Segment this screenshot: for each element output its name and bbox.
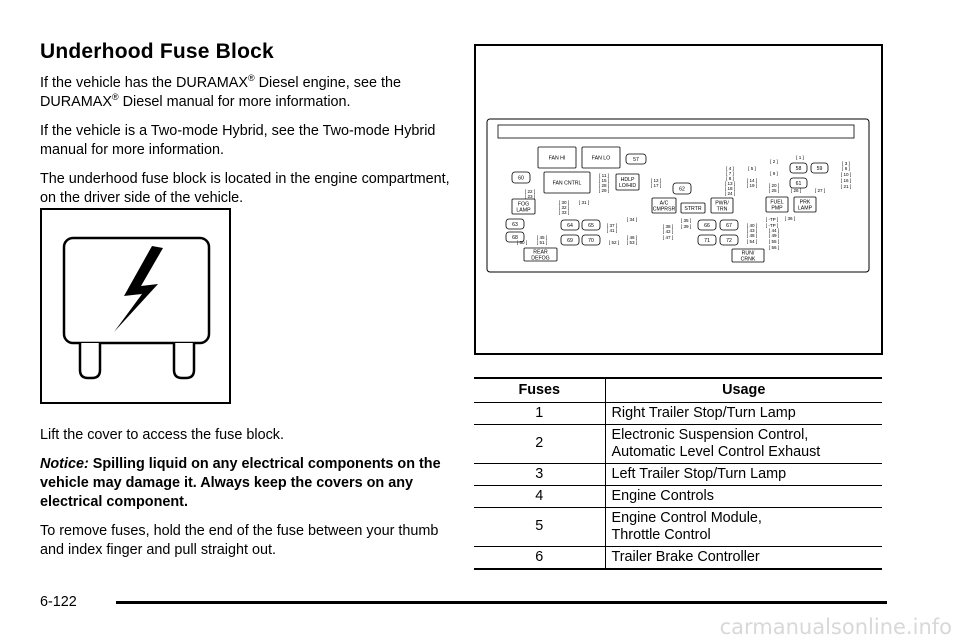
duramax-text-c: Diesel manual for more information. — [118, 94, 351, 110]
fuse-f22: [ 22 ] — [524, 189, 536, 194]
fuse-f49: [ 49 ] — [768, 233, 780, 238]
relay-label-r67: 67 — [726, 222, 732, 229]
fuse-number-cell: 2 — [474, 424, 605, 463]
fuse-f14: [ 14 ] — [746, 178, 758, 183]
fuse-f21: [ 21 ] — [840, 184, 852, 189]
fuse-f15: [ 15 ] — [598, 178, 610, 183]
relay-label-r57: 57 — [633, 156, 639, 163]
page-title: Underhood Fuse Block — [40, 40, 274, 63]
relay-label-r70: 70 — [588, 237, 594, 244]
fuse-usage-cell: Trailer Brake Controller — [605, 546, 882, 569]
fuse-f54: [ 54 ] — [746, 239, 758, 244]
relay-label-fog_lamp: FOG — [517, 201, 530, 208]
fuse-icon — [42, 210, 229, 402]
fuse-f48: [ 48 ] — [746, 233, 758, 238]
fuse-f36: [ 36 ] — [784, 216, 796, 221]
fuse-f29: [ 29 ] — [598, 188, 610, 193]
fuse-f42: [ 42 ] — [662, 229, 674, 234]
remove-fuses-paragraph: To remove fuses, hold the end of the fuse between your thumb and index finger and pull straight out. — [40, 523, 439, 558]
fuse-block-svg — [476, 46, 881, 353]
table-body — [474, 402, 882, 569]
fuse-f20: [ 20 ] — [768, 183, 780, 188]
fuse-f5: [ 5 ] — [748, 166, 756, 171]
fuse-f24: [ 24 ] — [724, 191, 736, 196]
table-row — [474, 402, 882, 424]
relay-label-r66: 66 — [704, 222, 710, 229]
relay-label-strtr: STRTR — [684, 205, 702, 212]
relay-label-rear_defog: DEFOG — [531, 255, 550, 262]
fuse-right-prong — [174, 343, 194, 378]
fuse-f34: [ 34 ] — [626, 217, 638, 222]
fuse-f52: [ 52 ] — [608, 240, 620, 245]
fuse-f4: [ 4 ] — [726, 166, 734, 171]
relay-label-r71: 71 — [704, 237, 710, 244]
relay-label-r60: 60 — [518, 175, 524, 182]
fuse-usage-table — [474, 377, 882, 570]
fuse-f51: [ 51 ] — [536, 240, 548, 245]
fuse-f25: [ 25 ] — [768, 188, 780, 193]
fuse-f38: [ 38 ] — [662, 224, 674, 229]
fuse-f45: [ 45 ] — [536, 235, 548, 240]
registered-mark-2: ® — [111, 92, 119, 103]
duramax-text-a: If the vehicle has the DURAMAX — [40, 75, 248, 91]
fuse-block-top-strip — [498, 125, 854, 138]
relay-label-r63: 63 — [512, 221, 518, 228]
fuse-f12: [ 12 ] — [650, 178, 662, 183]
relay-label-ac_cmprsr: A/C — [659, 200, 669, 207]
fuse-f46: [ 46 ] — [626, 235, 638, 240]
relay-label-fan_lo: FAN LO — [591, 155, 611, 162]
fuse-block-diagram — [474, 44, 883, 355]
fuse-f30: [ 30 ] — [558, 200, 570, 205]
relay-label-ac_cmprsr: CMPRSR — [652, 206, 676, 213]
fuse-f7: [ 7 ] — [726, 171, 734, 176]
fuse-f13: [ 13 ] — [724, 181, 736, 186]
fuse-f33: [ 33 ] — [558, 210, 570, 215]
relay-label-r68: 68 — [512, 234, 518, 241]
relay-label-pwr_trn: TRN — [716, 206, 728, 213]
registered-mark-1: ® — [247, 73, 255, 84]
fuse-f41: [ 41 ] — [606, 228, 618, 233]
text-column — [40, 40, 450, 218]
relay-label-run_crnk: CRNK — [740, 256, 756, 263]
fuse-f28: [ 28 ] — [598, 183, 610, 188]
relay-label-fuel_pmp: FUEL — [770, 199, 784, 206]
fuse-f47: [ 47 ] — [662, 235, 674, 240]
fuse-f35: [ 35 ] — [680, 218, 692, 223]
fuse-f37: [ 37 ] — [606, 223, 618, 228]
fuse-f39: [ 39 ] — [680, 224, 692, 229]
fuse-f32: [ 32 ] — [558, 205, 570, 210]
relay-label-fog_lamp: LAMP — [516, 207, 531, 214]
notice-paragraph — [40, 455, 450, 512]
lift-cover-paragraph: Lift the cover to access the fuse block. — [40, 427, 284, 443]
fuse-f17: [ 17 ] — [650, 183, 662, 188]
fuse-tp1: [ -TP ] — [765, 217, 779, 222]
fuse-f8: [ 8 ] — [726, 176, 734, 181]
fuse-f31: [ 31 ] — [578, 200, 590, 205]
fuse-number-cell: 3 — [474, 463, 605, 485]
fuse-f11: [ 11 ] — [599, 173, 609, 178]
header-fuses: Fuses — [474, 378, 605, 402]
notice-text: Spilling liquid on any electrical components on the vehicle may damage it. Always keep the covers on any electrical component. — [40, 456, 441, 510]
footer-rule — [116, 601, 887, 604]
fuse-f9: [ 9 ] — [770, 171, 778, 176]
fuse-number-cell: 5 — [474, 507, 605, 546]
relay-label-pwr_trn: PWR/ — [715, 200, 729, 207]
fuse-f6: [ 6 ] — [842, 166, 850, 171]
relay-label-r58: 58 — [795, 165, 802, 172]
relay-label-r72: 72 — [726, 237, 732, 244]
fuse-f56: [ 56 ] — [768, 245, 780, 250]
fuse-f27: [ 27 ] — [814, 188, 826, 193]
fuse-f50: [ 50 ] — [516, 240, 528, 245]
relay-label-r69: 69 — [567, 237, 573, 244]
watermark: carmanualsonline.info — [719, 615, 952, 639]
fuse-usage-cell: Engine Control Module, Throttle Control — [605, 507, 882, 546]
relay-label-prk_lamp: LAMP — [797, 205, 813, 212]
fuse-f10: [ 10 ] — [840, 172, 852, 177]
fuse-f19: [ 19 ] — [746, 183, 758, 188]
fuse-f16: [ 16 ] — [840, 178, 852, 183]
fuse-f40: [ 40 ] — [746, 223, 758, 228]
fuse-number-cell: 1 — [474, 402, 605, 424]
table-row — [474, 485, 882, 507]
relay-label-fan_hi: FAN HI — [548, 155, 566, 162]
fuse-usage-cell: Electronic Suspension Control, Automatic Level Control Exhaust — [605, 424, 882, 463]
relay-label-fan_cntrl: FAN CNTRL — [552, 180, 582, 187]
relay-label-r59: 59 — [816, 165, 823, 172]
fuse-f26: [ 26 ] — [790, 188, 802, 193]
table-row — [474, 546, 882, 569]
text-column-lower — [40, 426, 450, 570]
relay-label-r64: 64 — [567, 222, 573, 229]
fuse-number-cell: 6 — [474, 546, 605, 569]
relay-label-r61: 61 — [795, 180, 802, 187]
relay-label-r62: 62 — [679, 186, 685, 193]
page-number: 6-122 — [40, 594, 77, 610]
relay-label-r65: 65 — [588, 222, 594, 229]
location-paragraph: The underhood fuse block is located in the engine compartment, on the driver side of the vehicle. — [40, 171, 450, 206]
fuse-f44: [ 44 ] — [768, 228, 780, 233]
header-usage: Usage — [605, 378, 882, 402]
fuse-f2: [ 2 ] — [770, 159, 778, 164]
relay-label-rear_defog: REAR — [533, 249, 548, 256]
fuse-usage-cell: Engine Controls — [605, 485, 882, 507]
relay-label-hdlp_lo_hid: LO/HID — [618, 182, 637, 189]
duramax-paragraph — [40, 74, 450, 112]
hybrid-paragraph: If the vehicle is a Two-mode Hybrid, see the Two-mode Hybrid manual for more information. — [40, 123, 436, 158]
relay-label-run_crnk: RUN/ — [741, 250, 755, 257]
relay-label-hdlp_lo_hid: HDLP — [620, 177, 635, 183]
table-row — [474, 507, 882, 546]
relay-label-fuel_pmp: PMP — [771, 205, 783, 212]
fuse-f1: [ 1 ] — [796, 155, 804, 160]
fuse-illustration — [40, 208, 231, 404]
table-row — [474, 463, 882, 485]
fuse-f53: [ 53 ] — [626, 240, 638, 245]
fuse-f23: [ 23 ] — [524, 194, 536, 199]
fuse-f3: [ 3 ] — [842, 161, 850, 166]
fuse-tp2: [ -TP ] — [765, 223, 779, 228]
fuse-f18: [ 18 ] — [724, 186, 736, 191]
fuse-usage-cell: Right Trailer Stop/Turn Lamp — [605, 402, 882, 424]
fuse-number-cell: 4 — [474, 485, 605, 507]
fuse-left-prong — [80, 343, 100, 378]
notice-label: Notice: — [40, 456, 89, 472]
table-header-row — [474, 378, 882, 402]
duramax-text-b: Diesel engine, see the DURAMAX — [40, 75, 402, 110]
relay-label-prk_lamp: PRK — [799, 199, 811, 206]
fuse-usage-cell: Left Trailer Stop/Turn Lamp — [605, 463, 882, 485]
fuse-f43: [ 43 ] — [746, 228, 758, 233]
fuse-f55: [ 55 ] — [768, 239, 780, 244]
table-row — [474, 424, 882, 463]
